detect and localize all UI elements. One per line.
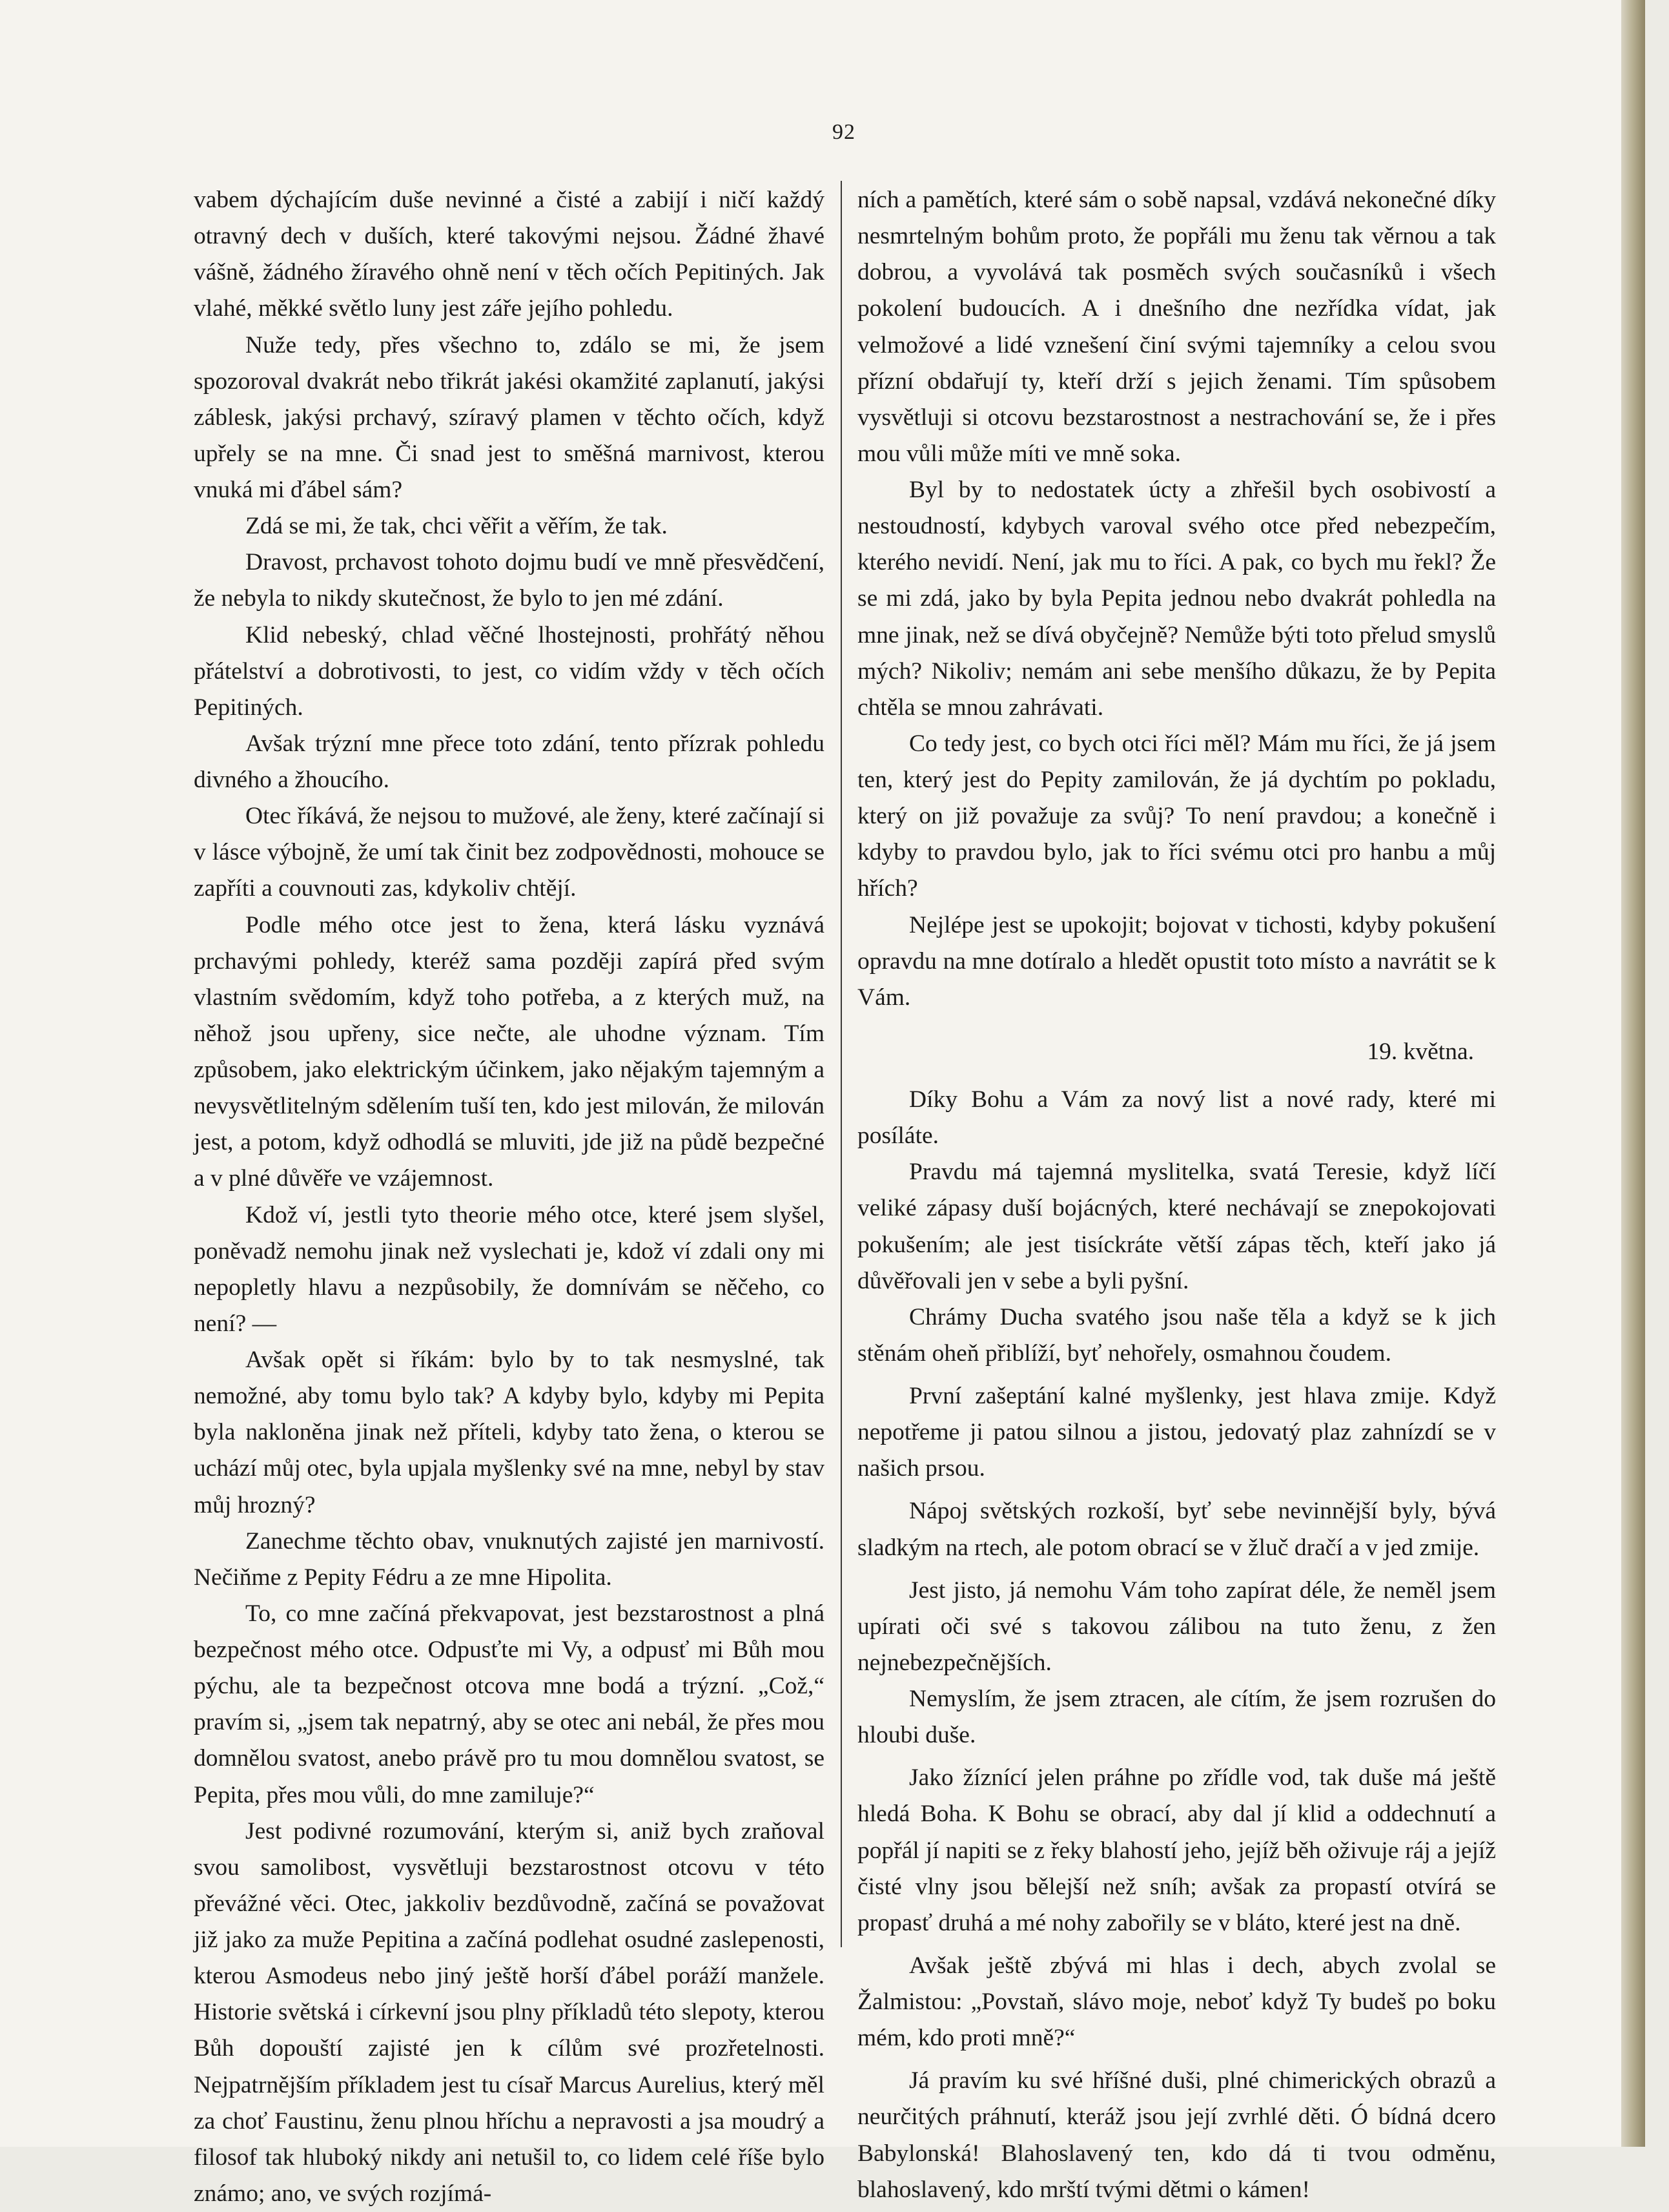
book-edge [1621, 0, 1645, 2147]
paragraph: Co tedy jest, co bych otci říci měl? Mám mu říci, že já jsem ten, který jest do Pepity zamilován, že já dychtím po pokladu, který on již považuje za svůj? To není pravdou; a konečně i kdyby to pravdou bylo, jak to říci svému otci pro hanbu a můj hřích? [857, 730, 1496, 902]
right-column [857, 182, 1496, 2208]
paragraph: vabem dýchajícím duše nevinné a čisté a zabijí i ničí každý otravný dech v duších, které takovými nejsou. Žádné žhavé vášně, žádného žíravého ohně není v těch očích Pepitiných. Jak vlahé, měkké světlo luny jest záře jejího pohledu. [194, 187, 824, 322]
paragraph: Pravdu má tajemná myslitelka, svatá Teresie, když líčí veliké zápasy duší bojácných, které nechávají se znepokojovati pokušením; ale jest tisíckráte větší zápas těch, kteří jako já důvěřovali jen v sebe a byli pyšní. [857, 1159, 1496, 1294]
paragraph: Byl by to nedostatek úcty a zhřešil bych osobivostí a nestoudností, kdybych varoval svého otce před nebezpečím, kterého nevidí. Není, jak mu to říci. A pak, co bych mu řekl? Že se mi zdá, jako by byla Pepita jednou nebo dvakrát pohledla na mne jinak, než se dívá obyčejně? Nemůže býti toto přelud smyslů mých? Nikoliv; nemám ani sebe menšího důkazu, že by Pepita chtěla se mnou zahrávati. [857, 477, 1496, 721]
letter-date: 19. května. [1367, 1038, 1474, 1065]
paragraph: Díky Bohu a Vám za nový list a nové rady, které mi posíláte. [857, 1086, 1496, 1150]
paragraph: ních a pamětích, které sám o sobě napsal, vzdává nekonečné díky nesmrtelným bohům proto, že popřáli mu ženu tak věrnou a tak dobrou, a vyvolává tak posměch svých současníků i všech pokolení budoucích. A i dnešního dne nezřídka vídat, jak velmožové a lidé vznešení činí svými tajemníky a celou svou přízní obdařují ty, kteří drží s jejich ženami. Tím spůsobem vysvětluji si otcovu bezstarostnost a nestrachování se, že i přes mou vůli může míti ve mně soka. [857, 187, 1496, 467]
paragraph: Nuže tedy, přes všechno to, zdálo se mi, že jsem spozoroval dvakrát nebo třikrát jakési okamžité zaplanutí, jakýsi záblesk, jakýsi prchavý, szíravý plamen v těchto očích, když upřely se na mne. Či snad jest to směšná marnivost, kterou vnuká mi ďábel sám? [194, 331, 824, 503]
paragraph: Dravost, prchavost tohoto dojmu budí ve mně přesvědčení, že nebyla to nikdy skutečnost, že bylo to jen mé zdání. [194, 549, 824, 612]
paragraph: Avšak trýzní mne přece toto zdání, tento přízrak pohledu divného a žhoucího. [194, 730, 824, 793]
paragraph: Zdá se mi, že tak, chci věřit a věřím, že tak. [245, 513, 668, 540]
paragraph: Nápoj světských rozkoší, byť sebe nevinnější byly, bývá sladkým na rtech, ale potom obrací se v žluč dračí a v jed zmije. [857, 1498, 1496, 1561]
paragraph: První zašeptání kalné myšlenky, jest hlava zmije. Když nepotřeme ji patou silnou a jistou, jedovatý plaz zahnízdí se v našich prsou. [857, 1383, 1496, 1482]
paragraph: Zanechme těchto obav, vnuknutých zajisté jen marnivostí. Nečiňme z Pepity Fédru a ze mne Hipolita. [194, 1527, 824, 1591]
left-column [194, 182, 824, 2212]
paragraph: Jest podivné rozumování, kterým si, aniž bych zraňoval svou samolibost, vysvětluji bezstarostnost otcovu v této převážné věci. Otec, jakkoliv bezdůvodně, začíná se považovat již jako za muže Pepitina a začíná podlehat osudné zaslepenosti, kterou Asmodeus nebo jiný ještě horší ďábel poráží manžele. Historie světská i církevní jsou plny příkladů této slepoty, kterou Bůh dopouští zajisté jen k cílům své prozřetelnosti. Nejpatrnějším příkladem jest tu císař Marcus Aurelius, který měl za choť Faustinu, ženu plnou hříchu a nepravosti a jsa moudrý a filosof tak hluboký nikdy ani netušil to, co lidem celé říše bylo známo; ano, ve svých rozjímá- [194, 1817, 824, 2207]
paragraph: Podle mého otce jest to žena, která lásku vyznává prchavými pohledy, kteréž sama později zapírá před svým vlastním svědomím, když toho potřeba, a z kterých muž, na něhož jsou upřeny, sice nečte, ale uhodne význam. Tím způsobem, jako elektrickým účinkem, jako nějakým tajemným a nevysvětlitelným sdělením tuší ten, kdo jest milován, že milován jest, a potom, když odhodlá se mluviti, jde již na půdě bezpečné a v plné důvěře ve vzájemnost. [194, 911, 824, 1192]
page-number: 92 [832, 120, 855, 144]
paragraph: To, co mne začíná překvapovat, jest bezstarostnost a plná bezpečnost mého otce. Odpusťte mi Vy, a odpusť mi Bůh mou pýchu, ale ta bezpečnost otcova mne bodá a trýzní. „Což,“ pravím si, „jsem tak nepatrný, aby se otec ani nebál, že přes mou domnělou svatost, anebo právě pro tu mou domnělou svatost, se Pepita, přes mou vůli, do mne zamiluje?“ [194, 1600, 824, 1808]
paragraph: Chrámy Ducha svatého jsou naše těla a když se k jich stěnám oheň přiblíží, byť nehořely, osmahnou čoudem. [857, 1303, 1496, 1367]
paragraph: Avšak ještě zbývá mi hlas i dech, abych zvolal se Žalmistou: „Povstaň, slávo moje, neboť když Ty budeš po boku mém, kdo proti mně?“ [857, 1952, 1496, 2052]
paragraph: Já pravím ku své hříšné duši, plné chimerických obrazů a neurčitých práhnutí, kteráž jsou její zvrhlé děti. Ó bídná dcero Babylonská! Blahoslavený ten, kdo dá ti tvou odměnu, blahoslavený, kdo mrští tvými dětmi o kámen! [857, 2067, 1496, 2203]
paragraph: Nejlépe jest se upokojit; bojovat v tichosti, kdyby pokušení opravdu na mne dotíralo a hledět opustit toto místo a navrátit se k Vám. [857, 911, 1496, 1011]
paragraph: Otec říkává, že nejsou to mužové, ale ženy, které začínají si v lásce výbojně, že umí tak činit bez zodpovědnosti, mohouce se zapříti a couvnouti zas, kdykoliv chtějí. [194, 803, 824, 902]
paragraph: Jest jisto, já nemohu Vám toho zapírat déle, že neměl jsem upírati oči své s takovou zálibou na tuto ženu, z žen nejnebezpečnějších. [857, 1576, 1496, 1676]
paragraph: Jako žíznící jelen práhne po zřídle vod, tak duše má ještě hledá Boha. K Bohu se obrací, aby dal jí klid a oddechnutí a popřál jí napiti se z řeky blahostí jeho, jejíž běh oživuje ráj a jejíž čisté vlny jsou bělejší než sníh; avšak za propastí otvírá se propasť druhá a mé nohy zabořily se v bláto, které jest na dně. [857, 1764, 1496, 1936]
paragraph: Avšak opět si říkám: bylo by to tak nesmyslné, tak nemožné, aby tomu bylo tak? A kdyby bylo, kdyby mi Pepita byla nakloněna jinak než příteli, kdyby tato žena, o kterou se uchází můj otec, byla upjala myšlenky své na mne, nebyl by stav můj hrozný? [194, 1347, 824, 1518]
column-divider [841, 181, 842, 1947]
paragraph: Klid nebeský, chlad věčné lhostejnosti, prohřátý něhou přátelství a dobrotivosti, to jest, co vidím vždy v těch očích Pepitiných. [194, 621, 824, 721]
paragraph: Nemyslím, že jsem ztracen, ale cítím, že jsem rozrušen do hloubi duše. [857, 1686, 1496, 1749]
paragraph: Kdož ví, jestli tyto theorie mého otce, které jsem slyšel, poněvadž nemohu jinak než vyslechati je, kdož ví zdali ony mi nepopletly hlavu a nezpůsobily, že domnívám se něčeho, co není? — [194, 1201, 824, 1337]
